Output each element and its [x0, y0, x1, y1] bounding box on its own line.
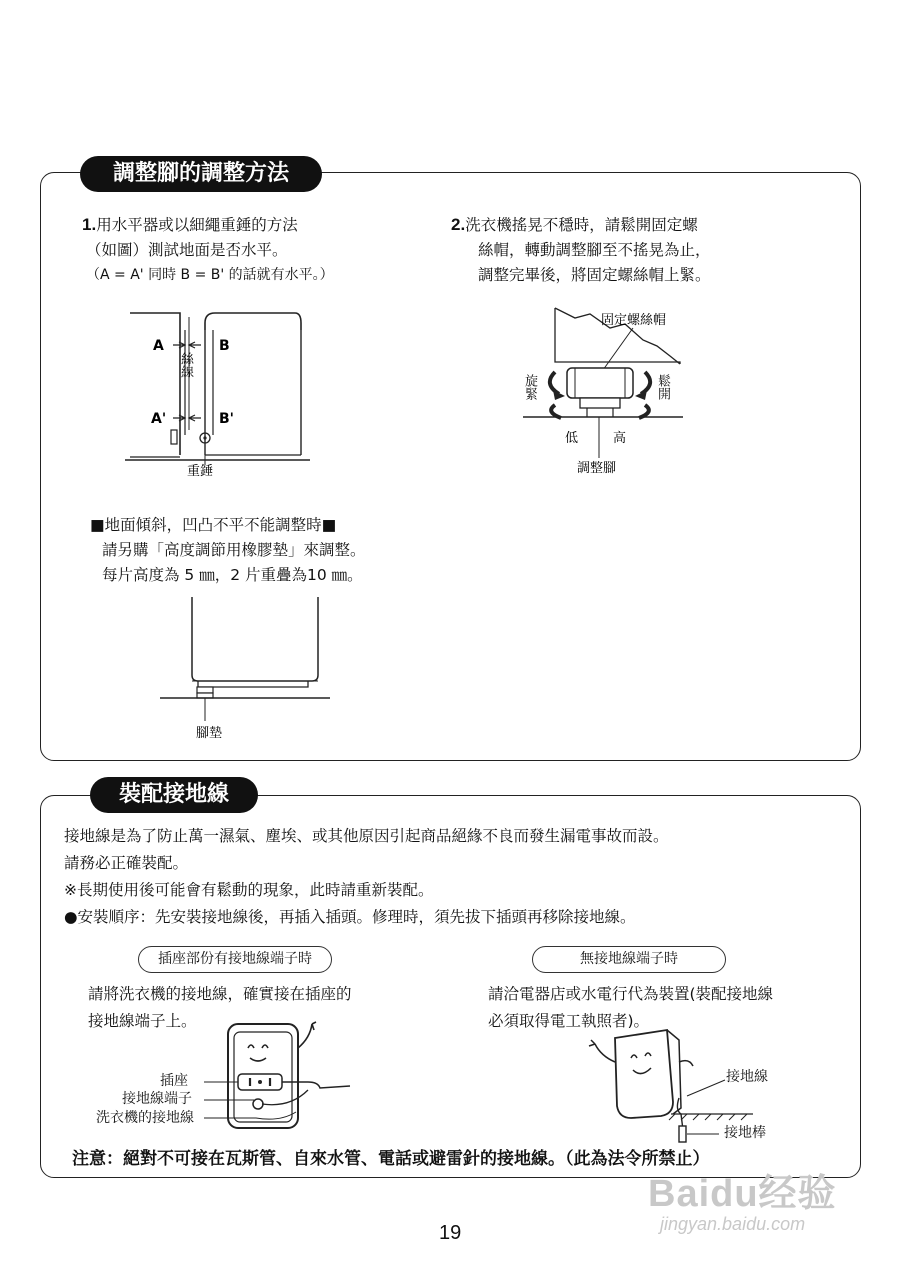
- string-label: 絲線: [178, 352, 193, 378]
- step2-number: 2.: [451, 215, 466, 234]
- rubber-pad-figure: [150, 595, 340, 745]
- step1-text1: 用水平器或以細繩重錘的方法: [96, 216, 298, 234]
- terminal-label: 接地線端子: [122, 1091, 192, 1107]
- label-a-prime: A': [151, 411, 167, 427]
- baidu-watermark-url: jingyan.baidu.com: [660, 1214, 806, 1234]
- step2-text1: 洗衣機搖晃不穩時，請鬆開固定螺: [465, 216, 698, 234]
- ground-wire-title: 裝配接地線: [90, 777, 258, 813]
- label-b-prime: B': [219, 411, 234, 427]
- with-terminal-header: 插座部份有接地線端子時: [138, 946, 332, 973]
- slope-note-line1: 請另購「高度調節用橡膠墊」來調整。: [102, 541, 366, 559]
- step1-line1: [82, 212, 298, 238]
- outlet-mascot-figure: [200, 1018, 360, 1133]
- no-terminal-line1: 請洽電器店或水電行代為裝置(裝配接地線: [488, 985, 774, 1003]
- ground-rod-label: 接地棒: [724, 1125, 766, 1141]
- no-terminal-line2: 必須取得電工執照者)。: [488, 1012, 650, 1030]
- baidu-watermark-brand: Baidu经验: [648, 1173, 837, 1215]
- slope-note-line2: 每片高度為 5 ㎜，2 片重疊為10 ㎜。: [102, 566, 363, 584]
- low-label: 低: [565, 431, 579, 446]
- with-terminal-line2: 接地線端子上。: [88, 1012, 197, 1030]
- step2-line2: 絲帽，轉動調整腳至不搖晃為止，: [478, 241, 711, 259]
- high-label: 高: [613, 431, 627, 446]
- step1-line2: （如圖）測試地面是否水平。: [86, 241, 288, 259]
- ground-wire-label: 接地線: [726, 1069, 768, 1085]
- foot-label: 調整腳: [577, 461, 617, 476]
- step2-line1: [451, 212, 698, 238]
- tighten-label: 旋緊: [522, 374, 537, 400]
- label-b: B: [219, 338, 230, 354]
- pad-label: 腳墊: [196, 726, 223, 741]
- slope-note-heading: ■地面傾斜，凹凸不平不能調整時■: [90, 516, 337, 534]
- with-terminal-line1: 請將洗衣機的接地線，確實接在插座的: [88, 985, 352, 1003]
- ground-warning: 注意：絕對不可接在瓦斯管、自來水管、電話或避雷針的接地線。（此為法令所禁止）: [72, 1149, 710, 1169]
- label-a: A: [153, 338, 164, 354]
- loosen-label: 鬆開: [655, 374, 670, 400]
- outlet-label: 插座: [160, 1073, 188, 1089]
- washer-wire-label: 洗衣機的接地線: [96, 1110, 194, 1126]
- step1-number: 1.: [82, 215, 97, 234]
- level-test-figure: [125, 305, 315, 480]
- weight-label: 重錘: [187, 464, 214, 479]
- nut-label: 固定螺絲帽: [601, 313, 667, 328]
- adjust-foot-title: 調整腳的調整方法: [80, 156, 322, 192]
- no-terminal-header: 無接地線端子時: [532, 946, 726, 973]
- ground-para1: 接地線是為了防止萬一濕氣、塵埃、或其他原因引起商品絕緣不良而發生漏電事故而設。: [64, 827, 669, 845]
- step1-line3: （A = A' 同時 B = B' 的話就有水平。）: [86, 267, 334, 283]
- ground-para2: 請務必正確裝配。: [64, 854, 189, 872]
- ground-para4: ●安裝順序：先安裝接地線後，再插入插頭。修理時，須先拔下插頭再移除接地線。: [64, 908, 636, 926]
- step2-line3: 調整完畢後，將固定螺絲帽上緊。: [478, 266, 711, 284]
- ground-para3: ※長期使用後可能會有鬆動的現象，此時請重新裝配。: [64, 881, 434, 899]
- adjust-foot-figure: [515, 300, 700, 480]
- page-number: 19: [439, 1222, 462, 1244]
